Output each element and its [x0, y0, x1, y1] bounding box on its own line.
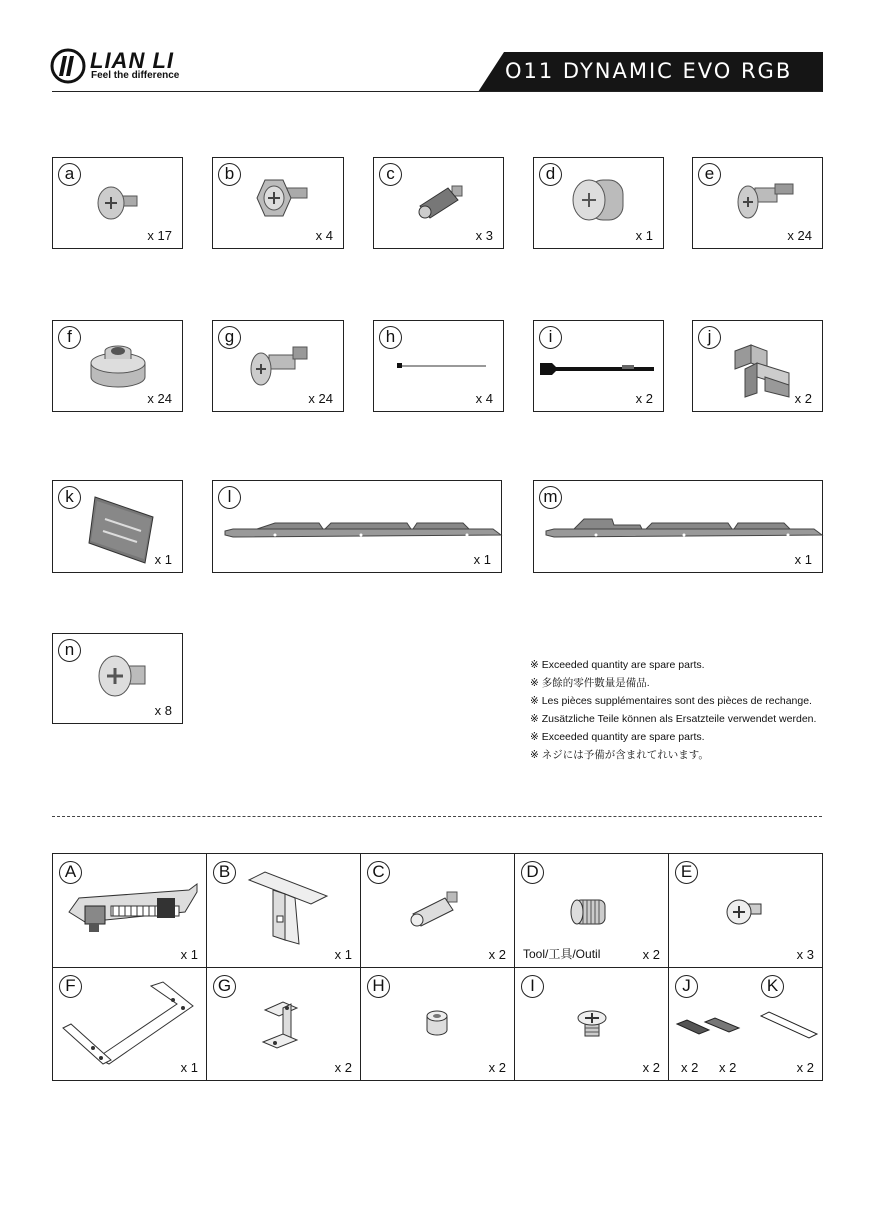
part-e — [692, 157, 823, 249]
part-qty: x 3 — [475, 228, 493, 243]
part-qty: x 1 — [154, 552, 172, 567]
accessory-qty: x 3 — [796, 947, 814, 962]
tool-label: Tool/工具/Outil — [523, 947, 601, 961]
part-letter: d — [539, 163, 562, 186]
part-j — [692, 320, 823, 412]
part-letter: l — [218, 486, 241, 509]
accessory-letter: I — [521, 975, 544, 998]
note-line: ※ Les pièces supplémentaires sont des pièces de rechange. — [530, 695, 812, 707]
rail-icon — [534, 481, 824, 574]
accessory-qty: x 2 — [681, 1060, 699, 1075]
accessory-letter: B — [213, 861, 236, 884]
brand-tagline: Feel the difference — [91, 70, 180, 81]
accessory-I — [515, 968, 669, 1080]
accessory-letter: G — [213, 975, 236, 998]
part-i — [533, 320, 664, 412]
part-letter: m — [539, 486, 562, 509]
part-letter: c — [379, 163, 402, 186]
part-letter: n — [58, 639, 81, 662]
part-g — [212, 320, 344, 412]
accessory-qty: x 2 — [642, 1060, 660, 1075]
part-c — [373, 157, 504, 249]
note-line: ※ Exceeded quantity are spare parts. — [530, 659, 705, 671]
part-n — [52, 633, 183, 724]
accessory-letter: H — [367, 975, 390, 998]
part-b — [212, 157, 344, 249]
accessory-C — [361, 854, 515, 968]
accessory-qty: x 2 — [796, 1060, 814, 1075]
brand-name: LIAN LI — [90, 48, 174, 73]
part-letter: a — [58, 163, 81, 186]
part-a — [52, 157, 183, 249]
section-divider — [52, 816, 822, 817]
accessory-qty: x 1 — [180, 1060, 198, 1075]
note-line: ※ Exceeded quantity are spare parts. — [530, 731, 705, 743]
accessory-letter: E — [675, 861, 698, 884]
part-letter: e — [698, 163, 721, 186]
part-letter: i — [539, 326, 562, 349]
accessory-H — [361, 968, 515, 1080]
part-d — [533, 157, 664, 249]
accessory-B — [207, 854, 361, 968]
part-qty: x 24 — [308, 391, 333, 406]
part-qty: x 24 — [147, 391, 172, 406]
accessory-qty: x 2 — [334, 1060, 352, 1075]
accessory-letter: C — [367, 861, 390, 884]
rail-icon — [213, 481, 503, 574]
part-l — [212, 480, 502, 573]
accessory-JK — [669, 968, 822, 1080]
part-m — [533, 480, 823, 573]
note-line: ※ ネジには予備が含まれてれいます。 — [530, 749, 709, 761]
lian-li-logo-icon — [50, 48, 86, 84]
accessory-G — [207, 968, 361, 1080]
part-letter: k — [58, 486, 81, 509]
spare-parts-notes — [530, 656, 816, 764]
part-h — [373, 320, 504, 412]
accessory-F — [53, 968, 207, 1080]
part-qty: x 1 — [794, 552, 812, 567]
part-f — [52, 320, 183, 412]
accessory-qty: x 1 — [334, 947, 352, 962]
accessory-qty: x 2 — [488, 1060, 506, 1075]
part-letter: h — [379, 326, 402, 349]
accessory-grid — [52, 853, 823, 1081]
accessory-letter: K — [761, 975, 784, 998]
accessory-A — [53, 854, 207, 968]
accessory-letter: F — [59, 975, 82, 998]
accessory-qty: x 2 — [642, 947, 660, 962]
accessory-letter: A — [59, 861, 82, 884]
part-k — [52, 480, 183, 573]
accessory-qty: x 2 — [488, 947, 506, 962]
part-letter: b — [218, 163, 241, 186]
header-rule — [52, 91, 822, 92]
model-name: O11 DYNAMIC EVO RGB — [505, 59, 793, 83]
accessory-letter: J — [675, 975, 698, 998]
part-letter: j — [698, 326, 721, 349]
part-letter: f — [58, 326, 81, 349]
accessory-E — [669, 854, 822, 968]
accessory-qty: x 2 — [719, 1060, 737, 1075]
part-qty: x 8 — [154, 703, 172, 718]
part-qty: x 4 — [315, 228, 333, 243]
note-line: ※ Zusätzliche Teile können als Ersatzteile verwendet werden. — [530, 713, 817, 725]
part-qty: x 1 — [473, 552, 491, 567]
part-qty: x 2 — [794, 391, 812, 406]
accessory-D — [515, 854, 669, 968]
note-line: ※ 多餘的零件數量是備品. — [530, 677, 650, 689]
part-qty: x 2 — [635, 391, 653, 406]
accessory-qty: x 1 — [180, 947, 198, 962]
part-qty: x 24 — [787, 228, 812, 243]
part-qty: x 4 — [475, 391, 493, 406]
part-qty: x 1 — [635, 228, 653, 243]
part-qty: x 17 — [147, 228, 172, 243]
part-letter: g — [218, 326, 241, 349]
accessory-letter: D — [521, 861, 544, 884]
